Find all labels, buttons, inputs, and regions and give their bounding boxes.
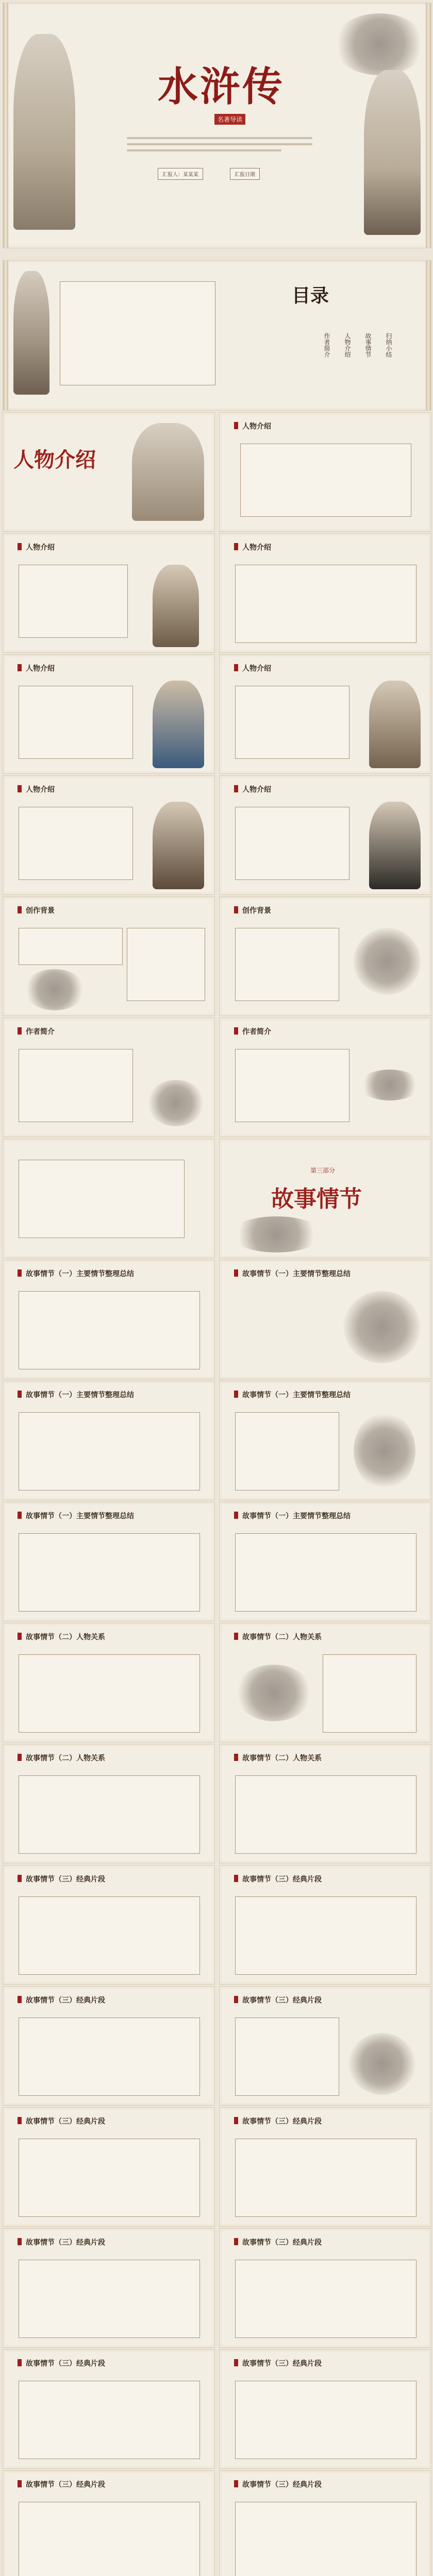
story-slide [3, 1865, 215, 1985]
story-slide [3, 1744, 215, 1863]
story-slide [3, 1986, 215, 2106]
story-slide [3, 1139, 215, 1258]
cover-subtitle: 名著导读 [214, 114, 245, 125]
text-line [127, 149, 281, 151]
content-textbox [19, 2381, 200, 2459]
boat-ink [235, 1665, 312, 1721]
slide-title: 创作背景 [234, 905, 271, 916]
content-textbox [235, 928, 339, 1001]
story-slide [3, 1381, 215, 1500]
content-textbox [235, 2502, 417, 2576]
content-textbox [235, 2381, 417, 2459]
content-textbox [235, 1775, 417, 1854]
cover-title: 水浒传 [158, 63, 285, 110]
scroll-edge [426, 3, 431, 248]
landscape-ink [343, 1291, 421, 1363]
slide-title: 作者简介 [18, 1026, 55, 1037]
scroll-edge [426, 261, 431, 410]
landscape-ink [354, 928, 421, 995]
slide-title: 人物介绍 [234, 542, 271, 552]
content-textbox [235, 1412, 339, 1490]
reporter-button[interactable]: 汇报人：某某某 [158, 168, 203, 180]
people-slide [219, 654, 431, 774]
slide-title: 人物介绍 [18, 542, 55, 552]
content-textbox [19, 2139, 200, 2217]
toc-item-3[interactable]: 故事情节 [364, 333, 372, 358]
slide-title: 故事情节（二）人物关系 [18, 1753, 105, 1763]
content-textbox [19, 565, 128, 638]
author-slide [219, 1018, 431, 1137]
story-slide [219, 2228, 431, 2348]
slide-title: 故事情节（二）人物关系 [18, 1632, 105, 1642]
content-textbox [235, 565, 417, 643]
content-textbox [235, 2139, 417, 2217]
content-textbox [240, 444, 411, 517]
content-textbox [19, 1160, 185, 1238]
content-textbox [235, 686, 349, 759]
content-textbox [235, 1049, 349, 1122]
story-slide [219, 1865, 431, 1985]
story-slide [3, 1260, 215, 1379]
toc-slide [3, 260, 431, 411]
content-textbox [235, 1896, 417, 1975]
author-slide [3, 1018, 215, 1137]
content-textbox [19, 1291, 200, 1369]
content-textbox [235, 807, 349, 880]
story-slide [3, 2107, 215, 2227]
warrior-figure [132, 423, 204, 521]
slide-title: 故事情节（一）主要情节整理总结 [18, 1389, 134, 1400]
slide-title: 故事情节（一）主要情节整理总结 [234, 1389, 351, 1400]
slide-title: 人物介绍 [18, 663, 55, 673]
story-slide [219, 1623, 431, 1742]
bamboo-ink [354, 1412, 415, 1489]
story-slide [219, 1502, 431, 1621]
warrior-figure [153, 681, 204, 768]
content-textbox [235, 1533, 417, 1612]
slide-title: 作者简介 [234, 1026, 271, 1037]
warrior-figure [13, 271, 49, 395]
toc-item-1[interactable]: 作者简介 [323, 333, 330, 358]
landscape-ink [24, 969, 86, 1010]
story-slide [3, 1623, 215, 1742]
content-textbox [235, 2018, 339, 2096]
background-slide [3, 896, 215, 1016]
toc-title: 目录 [292, 285, 329, 307]
story-slide [3, 1502, 215, 1621]
story-slide [219, 2107, 431, 2227]
text-line [127, 143, 312, 145]
slide-title: 故事情节（三）经典片段 [18, 2358, 105, 2368]
story-slide [3, 2228, 215, 2348]
warrior-figure [153, 802, 204, 889]
slide-title: 故事情节（三）经典片段 [18, 1874, 105, 1884]
slide-title: 故事情节（一）主要情节整理总结 [234, 1511, 351, 1521]
slide-title: 故事情节（三）经典片段 [234, 1995, 322, 2005]
scroll-edge [3, 261, 8, 410]
warrior-figure [364, 70, 421, 235]
content-textbox [19, 686, 133, 759]
story-slide [219, 1744, 431, 1863]
slide-title: 故事情节（三）经典片段 [234, 1874, 322, 1884]
slide-title: 故事情节（三）经典片段 [18, 1995, 105, 2005]
mountain-ink [333, 13, 426, 75]
slide-title: 故事情节（三）经典片段 [234, 2116, 322, 2126]
slide-title: 创作背景 [18, 905, 55, 916]
toc-item-4[interactable]: 归纳小结 [385, 333, 392, 358]
content-textbox [19, 2502, 200, 2576]
content-textbox [19, 928, 123, 965]
section-title: 故事情节 [271, 1186, 362, 1212]
toc-item-2[interactable]: 人物介绍 [344, 333, 351, 358]
people-slide [219, 412, 431, 532]
content-textbox [19, 1412, 200, 1490]
people-slide [3, 775, 215, 895]
story-slide [3, 2349, 215, 2469]
people-slide [219, 775, 431, 895]
intro-textbox [60, 281, 215, 385]
section-title: 人物介绍 [13, 448, 96, 472]
story-slide [3, 2470, 215, 2576]
people-slide [3, 533, 215, 653]
slide-title: 故事情节（一）主要情节整理总结 [234, 1268, 351, 1279]
flower-ink [348, 2033, 415, 2095]
section-story-slide [219, 1139, 431, 1258]
landscape-ink [230, 1216, 323, 1252]
slide-title: 人物介绍 [18, 784, 55, 794]
content-textbox [19, 807, 133, 880]
cover-slide [3, 3, 431, 248]
slide-title: 故事情节（三）经典片段 [234, 2358, 322, 2368]
slide-title: 故事情节（三）经典片段 [18, 2237, 105, 2247]
content-textbox [19, 1775, 200, 1854]
story-slide [219, 2349, 431, 2469]
people-slide [219, 533, 431, 653]
fish-ink [359, 1070, 421, 1100]
content-textbox [127, 928, 205, 1001]
content-textbox [235, 2260, 417, 2338]
slide-title: 人物介绍 [234, 421, 271, 431]
warrior-figure [369, 681, 421, 768]
text-line [127, 137, 312, 139]
slide-title: 人物介绍 [234, 663, 271, 673]
date-button[interactable]: 汇报日期 [230, 168, 260, 180]
slide-title: 故事情节（三）经典片段 [18, 2479, 105, 2489]
content-textbox [19, 1654, 200, 1733]
slide-title: 故事情节（一）主要情节整理总结 [18, 1511, 134, 1521]
scroll-edge [3, 3, 8, 248]
content-textbox [19, 2260, 200, 2338]
section-label: 第三部分 [310, 1167, 336, 1174]
people-slide [3, 654, 215, 774]
slide-title: 故事情节（三）经典片段 [234, 2237, 322, 2247]
slide-title: 故事情节（一）主要情节整理总结 [18, 1268, 134, 1279]
slide-title: 故事情节（三）经典片段 [18, 2116, 105, 2126]
content-textbox [19, 1533, 200, 1612]
story-slide [219, 1260, 431, 1379]
landscape-ink [147, 1080, 204, 1126]
warrior-figure [369, 802, 421, 889]
story-slide [219, 1381, 431, 1500]
story-slide [219, 1986, 431, 2106]
content-textbox [323, 1654, 417, 1733]
content-textbox [19, 1049, 133, 1122]
slide-title: 故事情节（三）经典片段 [234, 2479, 322, 2489]
background-slide [219, 896, 431, 1016]
story-slide [219, 2470, 431, 2576]
section-people-slide [3, 412, 215, 532]
slide-title: 人物介绍 [234, 784, 271, 794]
warrior-figure [13, 34, 75, 230]
slide-title: 故事情节（二）人物关系 [234, 1753, 322, 1763]
slide-title: 故事情节（二）人物关系 [234, 1632, 322, 1642]
warrior-figure [153, 565, 199, 647]
content-textbox [19, 1896, 200, 1975]
content-textbox [19, 2018, 200, 2096]
